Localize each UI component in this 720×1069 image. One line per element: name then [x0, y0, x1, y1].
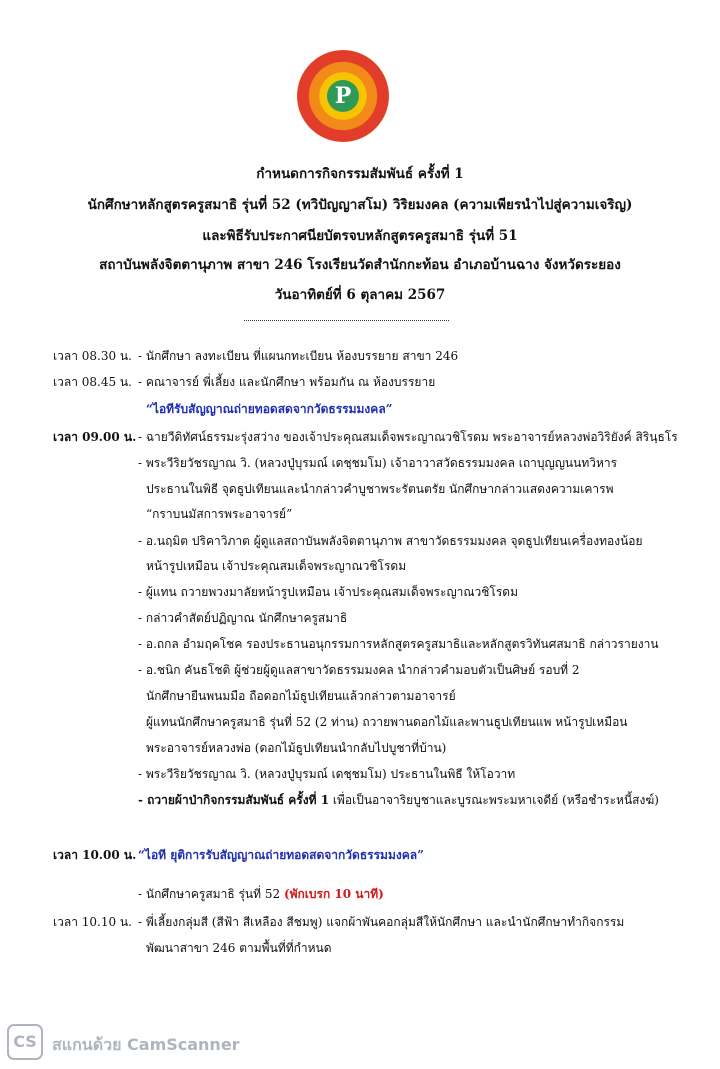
title-line-5: วันอาทิตย์ที่ 6 ตุลาคม 2567	[274, 287, 446, 303]
item-registration: - นักศึกษา ลงทะเบียน ที่แผนกทะเบียน ห้องบรรยาย สาขา 246	[138, 349, 459, 363]
schedule-item: - กล่าวคำสัตย์ปฏิญาณ นักศึกษาครูสมาธิ	[138, 611, 348, 625]
item-assemble: - คณาจารย์ พี่เลี้ยง และนักศึกษา พร้อมกัน ณ ห้องบรรยาย	[138, 375, 436, 389]
offering-bold-text: - ถวายผ้าป่ากิจกรรมสัมพันธ์ ครั้งที่ 1	[138, 793, 330, 807]
live-start-note: “ไอทีรับสัญญาณถ่ายทอดสดจากวัดธรรมมงคล”	[146, 402, 393, 416]
time-1010: เวลา 10.10 น.	[53, 915, 132, 929]
institute-logo	[297, 50, 389, 142]
schedule-item: หน้ารูปเหมือน เจ้าประคุณสมเด็จพระญาณวชิโรดม	[146, 559, 407, 573]
break-duration: (พักเบรก 10 นาที)	[283, 887, 384, 901]
schedule-item: - อ.ชนิก คันธโชติ ผู้ช่วยผู้ดูแลสาขาวัดธรรมมงคล นำกล่าวคำมอบตัวเป็นศิษย์ รอบที่ 2	[138, 663, 580, 677]
logo-letter: P	[327, 80, 359, 112]
camscanner-logo: CS	[7, 1024, 43, 1060]
schedule-item: - ฉายวีดิทัศน์ธรรมะรุ่งสว่าง ของเจ้าประคุณสมเด็จพระญาณวชิโรดม พระอาจารย์หลวงพ่อวิริยังค์ สิรินฺธโร	[138, 430, 678, 444]
camscanner-watermark: สแกนด้วย CamScanner	[52, 1035, 240, 1054]
item-color-groups-cont: พัฒนาสาขา 246 ตามพื้นที่ที่กำหนด	[146, 941, 332, 955]
schedule-item: - พระวีริยวัชรญาณ วิ. (หลวงปู่บุรมณ์ เดชฺชมโม) เจ้าอาวาสวัดธรรมมงคล เถาบุญญนนทวิหาร	[138, 456, 618, 470]
dotted-divider	[244, 314, 449, 321]
live-end-note: “ไอที ยุติการรับสัญญาณถ่ายทอดสดจากวัดธรรมมงคล”	[138, 848, 425, 862]
break-item	[138, 885, 384, 904]
schedule-item: นักศึกษายืนพนมมือ ถือดอกไม้ธูปเทียนแล้วกล่าวตามอาจารย์	[146, 689, 456, 703]
item-color-groups: - พี่เลี้ยงกลุ่มสี (สีฟ้า สีเหลือง สีชมพู) แจกผ้าพันคอกลุ่มสีให้นักศึกษา และนำนักศึกษาทำกิจกรรม	[138, 915, 625, 929]
schedule-item: - ผู้แทน ถวายพวงมาลัยหน้ารูปเหมือน เจ้าประคุณสมเด็จพระญาณวชิโรดม	[138, 585, 519, 599]
break-text: - นักศึกษาครูสมาธิ รุ่นที่ 52	[138, 887, 281, 901]
time-0900: เวลา 09.00 น.	[53, 430, 137, 444]
title-line-1: กำหนดการกิจกรรมสัมพันธ์ ครั้งที่ 1	[256, 166, 464, 182]
offering-item	[138, 791, 659, 810]
time-0845: เวลา 08.45 น.	[53, 375, 132, 389]
schedule-item: - พระวีริยวัชรญาณ วิ. (หลวงปู่บุรมณ์ เดชฺชมโม) ประธานในพิธี ให้โอวาท	[138, 767, 516, 781]
title-line-2: นักศึกษาหลักสูตรครูสมาธิ รุ่นที่ 52 (ทวิปัญญาสโม) วิริยมงคล (ความเพียรนำไปสู่ความเจริญ)	[87, 197, 633, 213]
title-line-4: สถาบันพลังจิตตานุภาพ สาขา 246 โรงเรียนวัดสำนักกะท้อน อำเภอบ้านฉาง จังหวัดระยอง	[99, 257, 621, 273]
schedule-item: - อ.นฤมิต ปริคาวิภาต ผู้ดูแลสถาบันพลังจิตตานุภาพ สาขาวัดธรรมมงคล จุดธูปเทียนเครื่องทองน้อย	[138, 534, 643, 548]
schedule-item: ประธานในพิธี จุดธูปเทียนและนำกล่าวคำบูชาพระรัตนตรัย นักศึกษากล่าวแสดงความเคารพ	[146, 482, 614, 496]
time-0830: เวลา 08.30 น.	[53, 349, 132, 363]
schedule-item: ผู้แทนนักศึกษาครูสมาธิ รุ่นที่ 52 (2 ท่าน) ถวายพานดอกไม้และพานธูปเทียนแพ หน้ารูปเหมือน	[146, 715, 628, 729]
schedule-item: พระอาจารย์หลวงพ่อ (ดอกไม้ธูปเทียนนำกลับไปบูชาที่บ้าน)	[146, 741, 447, 755]
time-1000: เวลา 10.00 น.	[53, 848, 137, 862]
offering-rest-text: เพื่อเป็นอาจาริยบูชาและบูรณะพระมหาเจดีย์ (หรือชำระหนี้สงฆ์)	[332, 793, 659, 807]
title-line-3: และพิธีรับประกาศนียบัตรจบหลักสูตรครูสมาธิ รุ่นที่ 51	[202, 228, 518, 244]
schedule-item: - อ.ถกล อำมฤคโชค รองประธานอนุกรรมการหลักสูตรครูสมาธิและหลักสูตรวิทันศสมาธิ กล่าวรายงาน	[138, 637, 659, 651]
schedule-item: “กราบนมัสการพระอาจารย์”	[146, 507, 293, 521]
